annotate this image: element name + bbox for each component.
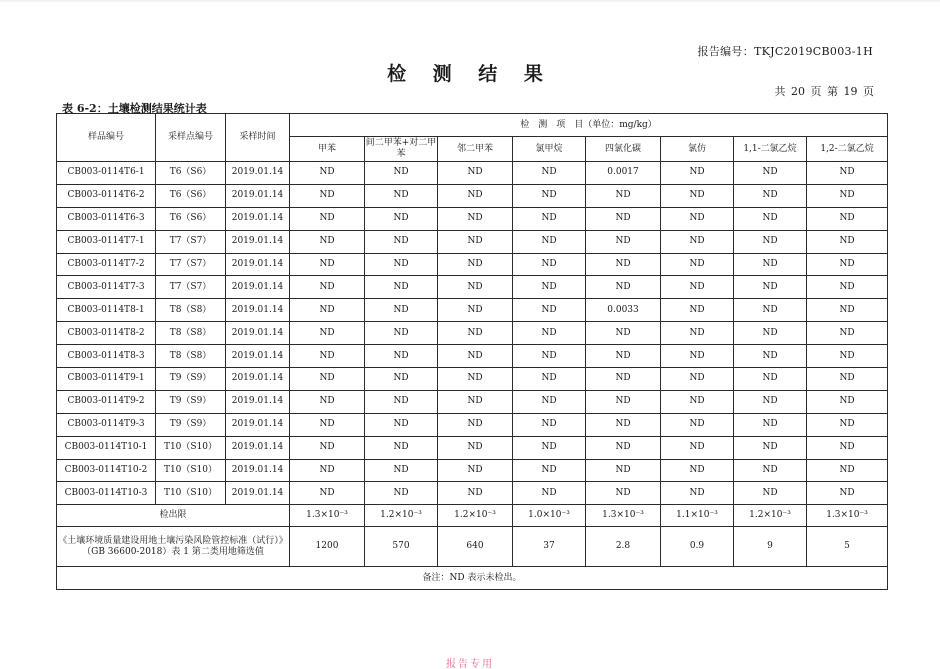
header-item: 氯仿 bbox=[661, 137, 734, 162]
value-cell: ND bbox=[734, 230, 807, 253]
value-cell: ND bbox=[365, 345, 438, 368]
detection-limit-cell: 1.2×10⁻³ bbox=[438, 505, 513, 527]
value-cell: ND bbox=[438, 482, 513, 505]
value-cell: ND bbox=[365, 459, 438, 482]
value-cell: ND bbox=[661, 230, 734, 253]
point-id-cell: T8（S8） bbox=[156, 299, 226, 322]
header-row-1 bbox=[57, 114, 888, 137]
value-cell: ND bbox=[290, 184, 365, 207]
value-cell: ND bbox=[290, 253, 365, 276]
table-row bbox=[57, 162, 888, 185]
header-sampling-time: 采样时间 bbox=[226, 114, 290, 162]
point-id-cell: T9（S9） bbox=[156, 368, 226, 391]
standard-row bbox=[57, 527, 888, 567]
value-cell: ND bbox=[513, 322, 586, 345]
detection-limit-cell: 1.2×10⁻³ bbox=[365, 505, 438, 527]
standard-cell: 0.9 bbox=[661, 527, 734, 567]
value-cell: ND bbox=[513, 230, 586, 253]
value-cell: ND bbox=[513, 390, 586, 413]
value-cell: ND bbox=[661, 390, 734, 413]
value-cell: ND bbox=[365, 299, 438, 322]
value-cell: ND bbox=[365, 184, 438, 207]
value-cell: ND bbox=[438, 230, 513, 253]
value-cell: ND bbox=[438, 345, 513, 368]
value-cell: ND bbox=[586, 322, 661, 345]
table-row bbox=[57, 322, 888, 345]
value-cell: ND bbox=[586, 368, 661, 391]
table-row bbox=[57, 482, 888, 505]
header-item: 邻二甲苯 bbox=[438, 137, 513, 162]
standard-cell: 5 bbox=[807, 527, 888, 567]
detection-limit-cell: 1.2×10⁻³ bbox=[734, 505, 807, 527]
value-cell: ND bbox=[807, 390, 888, 413]
date-cell: 2019.01.14 bbox=[226, 459, 290, 482]
header-test-items: 检 测 项 目（单位：mg/kg） bbox=[290, 114, 888, 137]
value-cell: ND bbox=[438, 390, 513, 413]
standard-cell: 570 bbox=[365, 527, 438, 567]
point-id-cell: T7（S7） bbox=[156, 276, 226, 299]
point-id-cell: T7（S7） bbox=[156, 253, 226, 276]
value-cell: ND bbox=[290, 436, 365, 459]
value-cell: ND bbox=[586, 482, 661, 505]
value-cell: ND bbox=[661, 162, 734, 185]
value-cell: ND bbox=[438, 184, 513, 207]
table-title: 表 6-2：土壤检测结果统计表 bbox=[62, 102, 207, 115]
value-cell: ND bbox=[661, 368, 734, 391]
point-id-cell: T6（S6） bbox=[156, 207, 226, 230]
value-cell: ND bbox=[513, 345, 586, 368]
sample-id-cell: CB003-0114T7-3 bbox=[57, 276, 156, 299]
value-cell: ND bbox=[513, 162, 586, 185]
value-cell: ND bbox=[661, 459, 734, 482]
date-cell: 2019.01.14 bbox=[226, 276, 290, 299]
report-seal: 报告专用 bbox=[446, 659, 494, 669]
value-cell: ND bbox=[734, 162, 807, 185]
value-cell: ND bbox=[586, 253, 661, 276]
header-item: 四氯化碳 bbox=[586, 137, 661, 162]
value-cell: 0.0033 bbox=[586, 299, 661, 322]
sample-id-cell: CB003-0114T7-2 bbox=[57, 253, 156, 276]
value-cell: ND bbox=[438, 413, 513, 436]
standard-label: 《土壤环境质量建设用地土壤污染风险管控标准（试行）》（GB 36600-2018）表 1 第二类用地筛选值 bbox=[57, 527, 290, 567]
value-cell: ND bbox=[586, 390, 661, 413]
value-cell: ND bbox=[438, 253, 513, 276]
date-cell: 2019.01.14 bbox=[226, 368, 290, 391]
value-cell: ND bbox=[290, 299, 365, 322]
sample-id-cell: CB003-0114T8-2 bbox=[57, 322, 156, 345]
value-cell: ND bbox=[513, 207, 586, 230]
value-cell: ND bbox=[734, 413, 807, 436]
value-cell: ND bbox=[365, 390, 438, 413]
point-id-cell: T8（S8） bbox=[156, 345, 226, 368]
date-cell: 2019.01.14 bbox=[226, 436, 290, 459]
value-cell: ND bbox=[365, 253, 438, 276]
standard-cell: 37 bbox=[513, 527, 586, 567]
value-cell: ND bbox=[734, 482, 807, 505]
sample-id-cell: CB003-0114T10-2 bbox=[57, 459, 156, 482]
sample-id-cell: CB003-0114T10-3 bbox=[57, 482, 156, 505]
date-cell: 2019.01.14 bbox=[226, 184, 290, 207]
value-cell: ND bbox=[734, 390, 807, 413]
date-cell: 2019.01.14 bbox=[226, 299, 290, 322]
value-cell: ND bbox=[513, 276, 586, 299]
point-id-cell: T10（S10） bbox=[156, 436, 226, 459]
sample-id-cell: CB003-0114T6-3 bbox=[57, 207, 156, 230]
value-cell: ND bbox=[438, 436, 513, 459]
page-number: 共 20 页 第 19 页 bbox=[774, 85, 874, 98]
value-cell: ND bbox=[661, 299, 734, 322]
header-item: 1,2-二氯乙烷 bbox=[807, 137, 888, 162]
value-cell: ND bbox=[586, 436, 661, 459]
table-row bbox=[57, 230, 888, 253]
value-cell: ND bbox=[513, 184, 586, 207]
value-cell: ND bbox=[807, 276, 888, 299]
detection-limit-row bbox=[57, 505, 888, 527]
value-cell: ND bbox=[438, 276, 513, 299]
value-cell: ND bbox=[661, 276, 734, 299]
value-cell: ND bbox=[290, 276, 365, 299]
value-cell: ND bbox=[734, 276, 807, 299]
table-row bbox=[57, 299, 888, 322]
value-cell: ND bbox=[586, 184, 661, 207]
value-cell: ND bbox=[438, 299, 513, 322]
table-row bbox=[57, 413, 888, 436]
point-id-cell: T7（S7） bbox=[156, 230, 226, 253]
value-cell: ND bbox=[661, 345, 734, 368]
standard-cell: 1200 bbox=[290, 527, 365, 567]
date-cell: 2019.01.14 bbox=[226, 162, 290, 185]
value-cell: ND bbox=[438, 322, 513, 345]
value-cell: ND bbox=[290, 230, 365, 253]
value-cell: ND bbox=[586, 345, 661, 368]
value-cell: ND bbox=[290, 162, 365, 185]
date-cell: 2019.01.14 bbox=[226, 322, 290, 345]
value-cell: ND bbox=[807, 299, 888, 322]
table-row bbox=[57, 390, 888, 413]
value-cell: ND bbox=[365, 413, 438, 436]
detection-limit-cell: 1.3×10⁻³ bbox=[807, 505, 888, 527]
detection-limit-cell: 1.1×10⁻³ bbox=[661, 505, 734, 527]
value-cell: ND bbox=[807, 322, 888, 345]
value-cell: ND bbox=[586, 207, 661, 230]
date-cell: 2019.01.14 bbox=[226, 207, 290, 230]
note-row bbox=[57, 567, 888, 590]
table-row bbox=[57, 436, 888, 459]
value-cell: ND bbox=[661, 253, 734, 276]
sample-id-cell: CB003-0114T6-1 bbox=[57, 162, 156, 185]
value-cell: ND bbox=[734, 436, 807, 459]
value-cell: ND bbox=[807, 184, 888, 207]
detection-limit-label: 检出限 bbox=[57, 505, 290, 527]
value-cell: ND bbox=[807, 253, 888, 276]
sample-id-cell: CB003-0114T10-1 bbox=[57, 436, 156, 459]
value-cell: ND bbox=[365, 276, 438, 299]
value-cell: ND bbox=[661, 413, 734, 436]
note-text: 备注：ND 表示未检出。 bbox=[57, 567, 888, 590]
date-cell: 2019.01.14 bbox=[226, 345, 290, 368]
sample-id-cell: CB003-0114T9-2 bbox=[57, 390, 156, 413]
header-item: 间二甲苯+对二甲苯 bbox=[365, 137, 438, 162]
header-item: 氯甲烷 bbox=[513, 137, 586, 162]
value-cell: ND bbox=[734, 253, 807, 276]
value-cell: ND bbox=[365, 436, 438, 459]
value-cell: ND bbox=[734, 368, 807, 391]
value-cell: ND bbox=[807, 230, 888, 253]
sample-id-cell: CB003-0114T8-3 bbox=[57, 345, 156, 368]
value-cell: ND bbox=[290, 459, 365, 482]
value-cell: ND bbox=[290, 322, 365, 345]
value-cell: ND bbox=[365, 230, 438, 253]
value-cell: ND bbox=[807, 459, 888, 482]
table-row bbox=[57, 207, 888, 230]
value-cell: ND bbox=[365, 162, 438, 185]
date-cell: 2019.01.14 bbox=[226, 413, 290, 436]
point-id-cell: T6（S6） bbox=[156, 162, 226, 185]
value-cell: ND bbox=[513, 482, 586, 505]
table-body bbox=[57, 162, 888, 505]
value-cell: ND bbox=[807, 345, 888, 368]
date-cell: 2019.01.14 bbox=[226, 390, 290, 413]
sample-id-cell: CB003-0114T9-1 bbox=[57, 368, 156, 391]
value-cell: ND bbox=[290, 207, 365, 230]
value-cell: ND bbox=[290, 482, 365, 505]
value-cell: ND bbox=[734, 322, 807, 345]
detection-limit-cell: 1.3×10⁻³ bbox=[290, 505, 365, 527]
date-cell: 2019.01.14 bbox=[226, 253, 290, 276]
header-point-id: 采样点编号 bbox=[156, 114, 226, 162]
detection-limit-cell: 1.3×10⁻³ bbox=[586, 505, 661, 527]
value-cell: ND bbox=[290, 368, 365, 391]
header-item: 甲苯 bbox=[290, 137, 365, 162]
value-cell: ND bbox=[734, 299, 807, 322]
value-cell: ND bbox=[438, 368, 513, 391]
value-cell: ND bbox=[661, 322, 734, 345]
value-cell: ND bbox=[290, 390, 365, 413]
value-cell: ND bbox=[438, 207, 513, 230]
value-cell: ND bbox=[290, 345, 365, 368]
value-cell: ND bbox=[734, 207, 807, 230]
point-id-cell: T9（S9） bbox=[156, 413, 226, 436]
value-cell: 0.0017 bbox=[586, 162, 661, 185]
date-cell: 2019.01.14 bbox=[226, 230, 290, 253]
value-cell: ND bbox=[661, 482, 734, 505]
value-cell: ND bbox=[513, 299, 586, 322]
page-title: 检 测 结 果 bbox=[387, 63, 553, 85]
value-cell: ND bbox=[661, 184, 734, 207]
standard-cell: 2.8 bbox=[586, 527, 661, 567]
value-cell: ND bbox=[807, 413, 888, 436]
value-cell: ND bbox=[807, 207, 888, 230]
date-cell: 2019.01.14 bbox=[226, 482, 290, 505]
value-cell: ND bbox=[438, 162, 513, 185]
value-cell: ND bbox=[290, 413, 365, 436]
point-id-cell: T10（S10） bbox=[156, 459, 226, 482]
value-cell: ND bbox=[513, 459, 586, 482]
sample-id-cell: CB003-0114T9-3 bbox=[57, 413, 156, 436]
value-cell: ND bbox=[438, 459, 513, 482]
table-row bbox=[57, 184, 888, 207]
value-cell: ND bbox=[734, 459, 807, 482]
sample-id-cell: CB003-0114T6-2 bbox=[57, 184, 156, 207]
table-row bbox=[57, 368, 888, 391]
top-border bbox=[0, 0, 940, 2]
value-cell: ND bbox=[513, 368, 586, 391]
sample-id-cell: CB003-0114T8-1 bbox=[57, 299, 156, 322]
value-cell: ND bbox=[365, 207, 438, 230]
header-sample-id: 样品编号 bbox=[57, 114, 156, 162]
value-cell: ND bbox=[734, 345, 807, 368]
value-cell: ND bbox=[807, 162, 888, 185]
value-cell: ND bbox=[661, 207, 734, 230]
value-cell: ND bbox=[365, 368, 438, 391]
value-cell: ND bbox=[807, 368, 888, 391]
value-cell: ND bbox=[586, 413, 661, 436]
value-cell: ND bbox=[586, 459, 661, 482]
soil-results-table bbox=[56, 113, 888, 590]
value-cell: ND bbox=[734, 184, 807, 207]
value-cell: ND bbox=[365, 482, 438, 505]
value-cell: ND bbox=[513, 436, 586, 459]
point-id-cell: T6（S6） bbox=[156, 184, 226, 207]
point-id-cell: T8（S8） bbox=[156, 322, 226, 345]
table-row bbox=[57, 253, 888, 276]
standard-cell: 640 bbox=[438, 527, 513, 567]
table-row bbox=[57, 345, 888, 368]
table-row bbox=[57, 459, 888, 482]
value-cell: ND bbox=[586, 230, 661, 253]
value-cell: ND bbox=[586, 276, 661, 299]
point-id-cell: T10（S10） bbox=[156, 482, 226, 505]
value-cell: ND bbox=[513, 253, 586, 276]
detection-limit-cell: 1.0×10⁻³ bbox=[513, 505, 586, 527]
value-cell: ND bbox=[807, 436, 888, 459]
report-number: 报告编号：TKJC2019CB003-1H bbox=[697, 45, 873, 58]
value-cell: ND bbox=[365, 322, 438, 345]
value-cell: ND bbox=[807, 482, 888, 505]
value-cell: ND bbox=[661, 436, 734, 459]
standard-cell: 9 bbox=[734, 527, 807, 567]
header-item: 1,1-二氯乙烷 bbox=[734, 137, 807, 162]
point-id-cell: T9（S9） bbox=[156, 390, 226, 413]
value-cell: ND bbox=[513, 413, 586, 436]
table-row bbox=[57, 276, 888, 299]
sample-id-cell: CB003-0114T7-1 bbox=[57, 230, 156, 253]
